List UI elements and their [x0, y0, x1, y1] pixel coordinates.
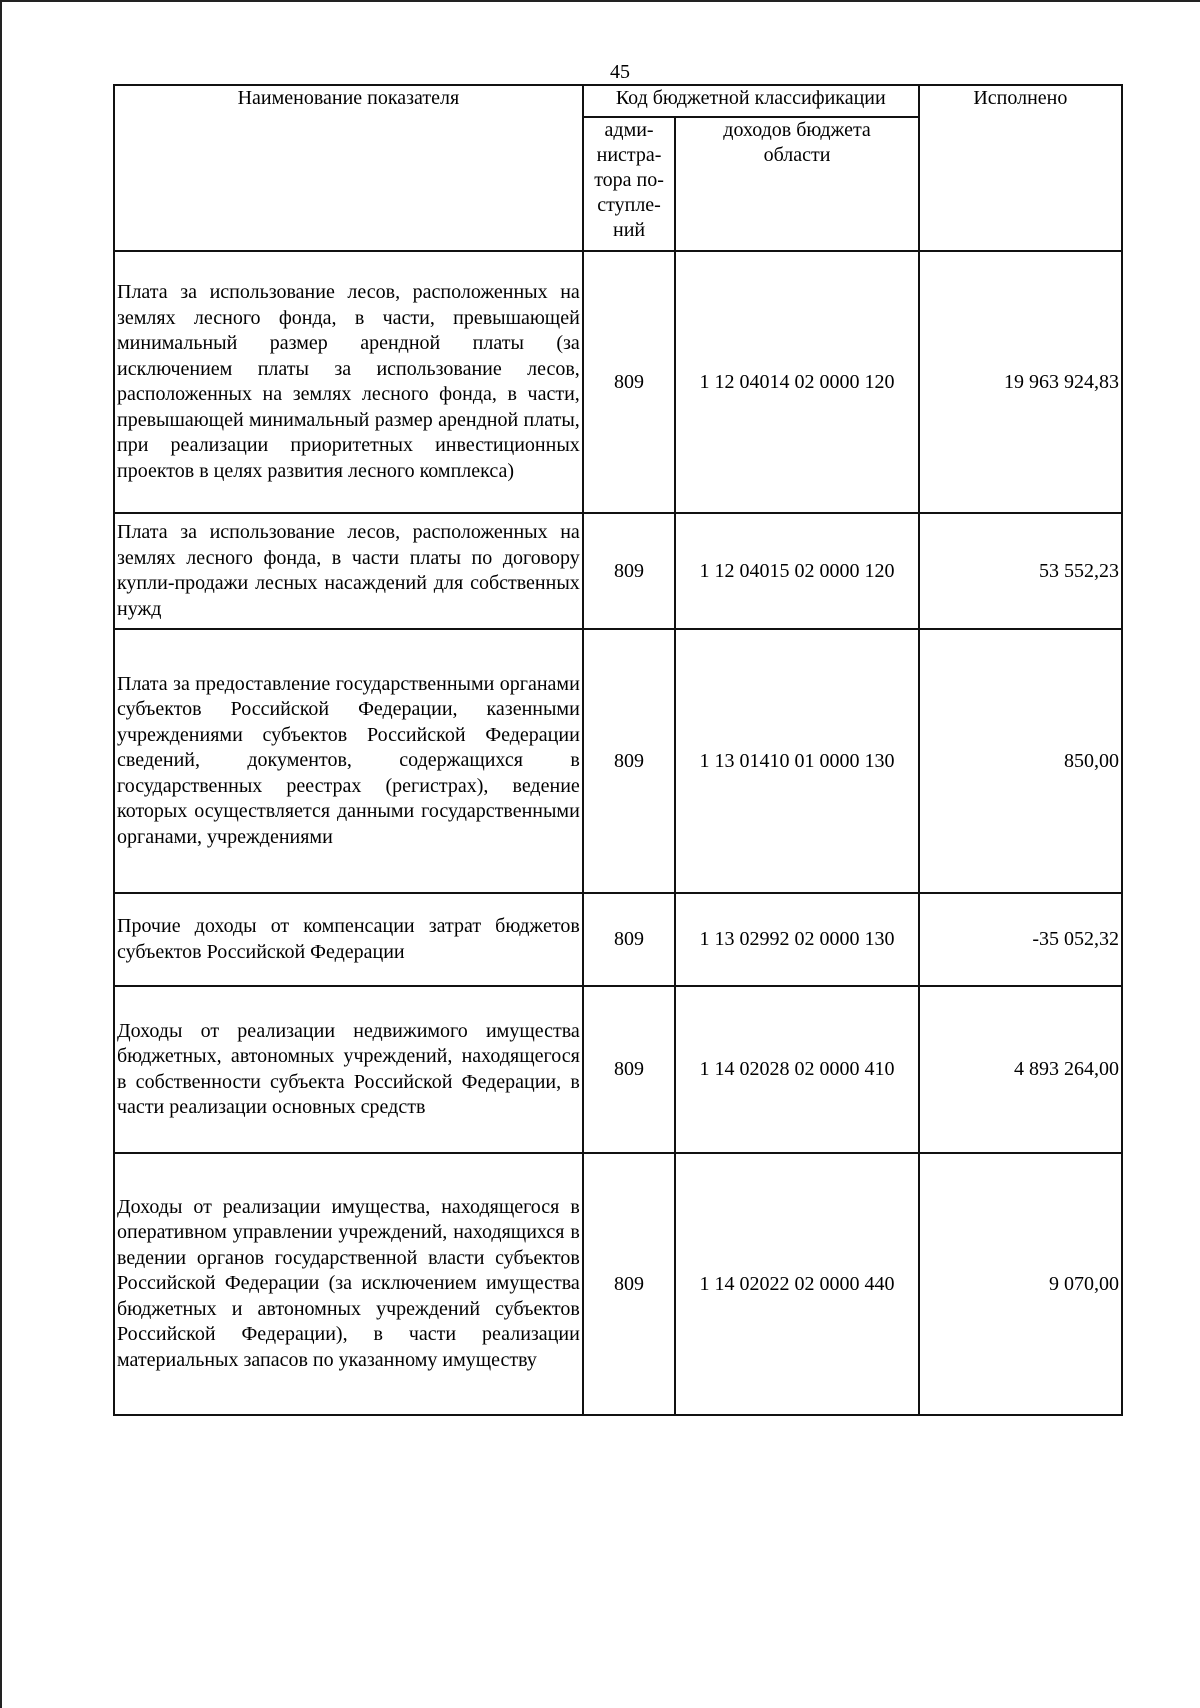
table-row — [114, 629, 1122, 893]
row-administrator-code: 809 — [583, 251, 676, 513]
row-budget-code: 1 12 04014 02 0000 120 — [675, 251, 918, 513]
row-executed-amount: 19 963 924,83 — [919, 251, 1122, 513]
row-indicator-name: Доходы от реализации недвижимого имущества бюджетных, автономных учреждений, находящегося в собственности субъекта Российской Федерации, в части реализации основных средств — [114, 986, 583, 1153]
row-administrator-code: 809 — [583, 893, 676, 986]
row-indicator-name: Плата за предоставление государственными органами субъектов Российской Федерации, казенными учреждениями субъектов Российской Федерации сведений, документов, содержащихся в государственных реестрах (регистрах), ведение которых осуществляется данными государственными органами, учреждениями — [114, 629, 583, 893]
row-indicator-name: Прочие доходы от компенсации затрат бюджетов субъектов Российской Федерации — [114, 893, 583, 986]
table-row — [114, 1153, 1122, 1415]
page-border-left — [0, 0, 2, 1708]
header-administrator — [583, 117, 676, 251]
budget-revenue-table — [113, 84, 1123, 1416]
row-executed-amount: -35 052,32 — [919, 893, 1122, 986]
row-budget-code: 1 14 02022 02 0000 440 — [675, 1153, 918, 1415]
row-administrator-code: 809 — [583, 513, 676, 629]
page-border-top — [0, 0, 1200, 2]
header-budget-income — [675, 117, 918, 251]
header-classification-code: Код бюджетной классификации — [583, 85, 919, 117]
row-executed-amount: 850,00 — [919, 629, 1122, 893]
page-number: 45 — [610, 61, 630, 83]
table-row — [114, 986, 1122, 1153]
row-budget-code: 1 12 04015 02 0000 120 — [675, 513, 918, 629]
header-indicator-name: Наименование показателя — [114, 85, 583, 251]
row-administrator-code: 809 — [583, 1153, 676, 1415]
table-row — [114, 513, 1122, 629]
table-row — [114, 251, 1122, 513]
row-indicator-name: Доходы от реализации имущества, находящегося в оперативном управлении учреждений, находящихся в ведении органов государственной власти субъектов Российской Федерации (за исключением имущества бюджетных и автономных учреждений субъектов Российской Федерации), в части реализации материальных запасов по указанному имуществу — [114, 1153, 583, 1415]
row-administrator-code: 809 — [583, 629, 676, 893]
row-indicator-name: Плата за использование лесов, расположенных на землях лесного фонда, в части платы по договору купли-продажи лесных насаждений для собственных нужд — [114, 513, 583, 629]
header-executed: Исполнено — [919, 85, 1122, 251]
header-budget-income-text: доходов бюджета области — [723, 119, 871, 166]
row-budget-code: 1 14 02028 02 0000 410 — [675, 986, 918, 1153]
row-executed-amount: 4 893 264,00 — [919, 986, 1122, 1153]
row-budget-code: 1 13 02992 02 0000 130 — [675, 893, 918, 986]
header-administrator-text: адми- нистра- тора по- ступле- ний — [594, 119, 664, 241]
row-administrator-code: 809 — [583, 986, 676, 1153]
row-executed-amount: 9 070,00 — [919, 1153, 1122, 1415]
row-budget-code: 1 13 01410 01 0000 130 — [675, 629, 918, 893]
row-indicator-name: Плата за использование лесов, расположенных на землях лесного фонда, в части, превышающей минимальный размер арендной платы (за исключением платы за использование лесов, расположенных на землях лесного фонда, в части, превышающей минимальный размер арендной платы, при реализации приоритетных инвестиционных проектов в целях развития лесного комплекса) — [114, 251, 583, 513]
table-row — [114, 893, 1122, 986]
row-executed-amount: 53 552,23 — [919, 513, 1122, 629]
